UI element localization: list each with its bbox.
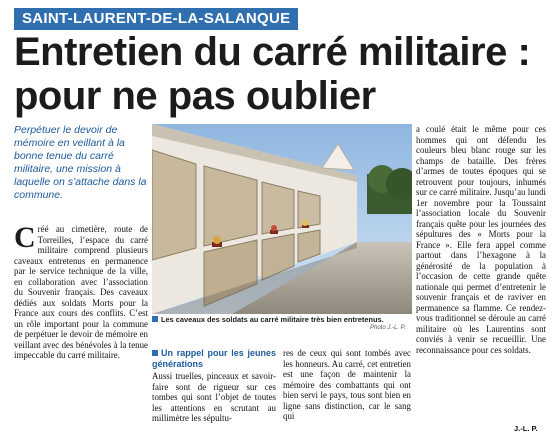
location-tag: SAINT-LAURENT-DE-LA-SALANQUE [14, 8, 298, 30]
subhead-text: Un rappel pour les jeunes générations [152, 348, 276, 369]
photo-caption [152, 315, 414, 324]
body-text-2: Aussi truelles, pinceaux et savoir-faire sont de rigueur sur ces tombes qui sont l’objet de toutes les attentions en scrutant au millimètre les sépultu- [152, 371, 276, 423]
subhead [152, 348, 276, 370]
body-column-2 [152, 348, 276, 424]
body-column-3: res de ceux qui sont tombés avec les honneurs. Au carré, cet entretien est une façon de maintenir la mémoire des combattants qui ont bien servi le pays, tous sont bien en ligne sans distinction, car le sang qui [283, 348, 411, 421]
body-text-1: réé au cimetière, route de Torreilles, l’espace du carré militaire comprend plusieurs caveaux entretenus en permanence par le service technique de la ville, en collaboration avec l’association du Souvenir français. Des caveaux dédiés aux soldats Morts pour la France aux cours des conflits. C’est un rôle important pour la commune de perpétuer le devoir de mémoire en veillant avec des bénévoles à la tenue impeccable du carré militaire. [14, 224, 148, 360]
body-column-4: a coulé était le même pour ces hommes qui ont défendu les couleurs bleu blanc rouge sur les champs de bataille. Des frères d’armes de toutes époques qui se retrouvent pour toujours, inhumés sur ce carré militaire. Jusqu’au lundi 1er novembre pour la Toussaint l’association locale du Souvenir français quête pour les journées des sépultures des « Morts pour la France ». Elle fera appel comme partout dans l’hexagone à la générosité de la population à l’occasion de cette grande quête nationale qui permet d’entretenir le souvenir français et de raviver en permanence sa flamme. Ce rendez-vous traditionnel se déroule au carré militaire où les Laurentins sont conviés à venir se recueillir. Une reconnaissance pour ces soldats. [416, 124, 546, 355]
caption-bullet [152, 316, 158, 322]
lede: Perpétuer le devoir de mémoire en veillant à la bonne tenue du carré militaire, une mission à laquelle on s’attache dans la commune. [14, 124, 147, 201]
headline: Entretien du carré militaire : pour ne pas oublier [14, 30, 531, 118]
cemetery-photo [152, 124, 412, 314]
body-column-1 [14, 221, 148, 361]
photo-illustration [152, 124, 412, 314]
signature: J.-L. P. [514, 424, 538, 433]
photo-caption-text: Les caveaux des soldats au carré militaire très bien entretenus. [161, 315, 384, 324]
subhead-bullet [152, 350, 158, 356]
photo-credit: Photo J.-L. P. [370, 325, 406, 331]
dropcap: C [14, 221, 36, 254]
